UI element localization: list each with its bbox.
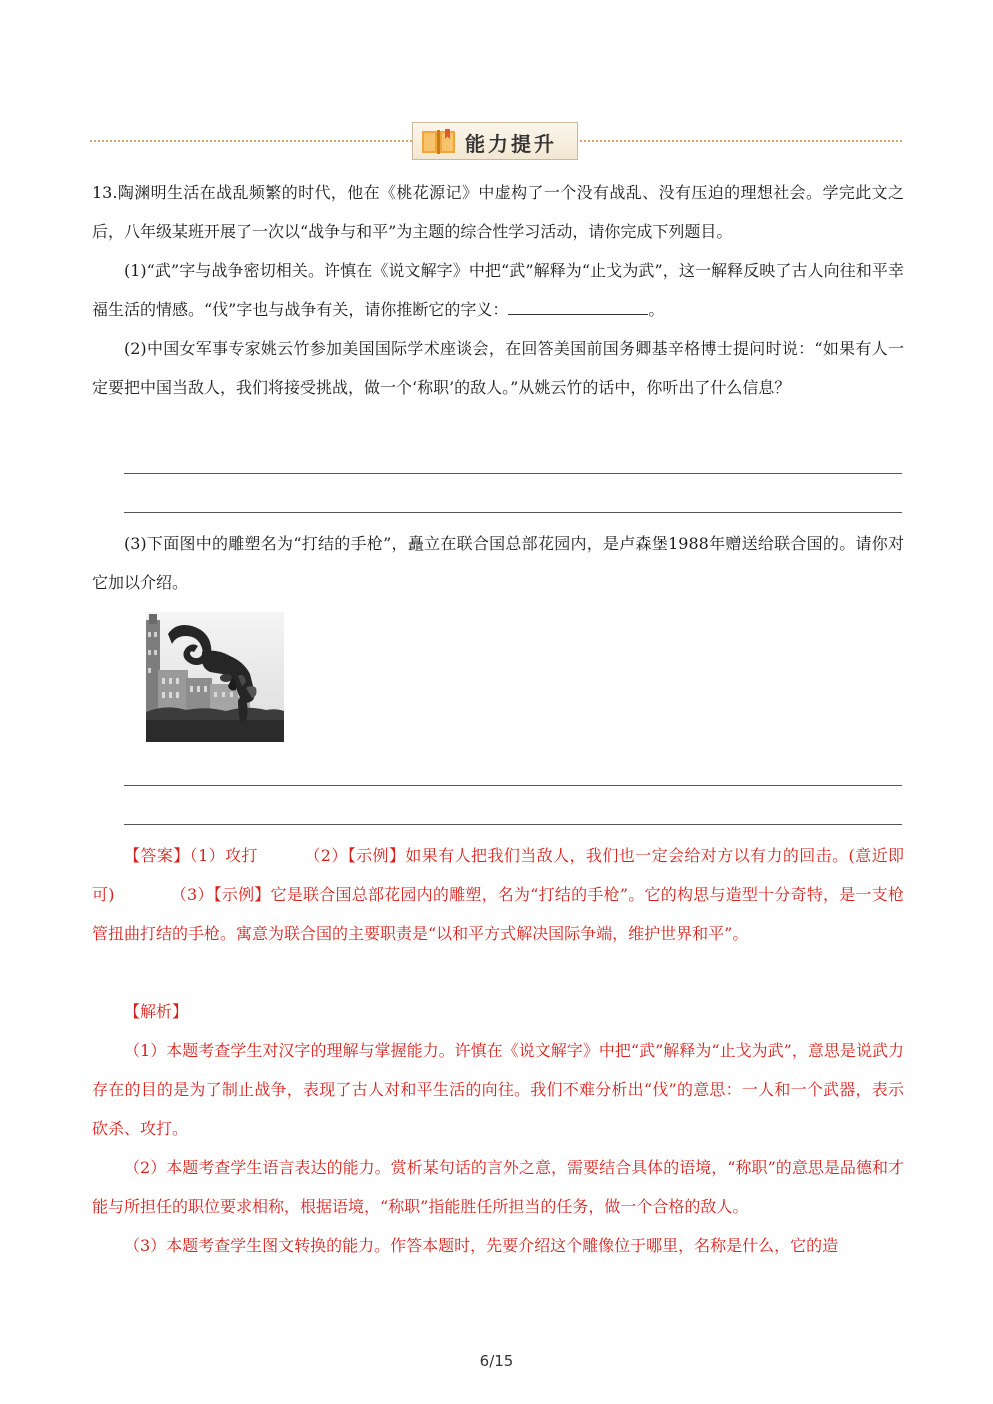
answer-3-prefix: （3） <box>170 885 214 904</box>
answer-2-tag: 【示例】 <box>347 846 406 865</box>
question-stem-block <box>92 173 904 251</box>
section-banner <box>90 120 902 164</box>
sub-question-1-block <box>92 251 904 329</box>
answer-1: （1）攻打 <box>189 846 258 865</box>
answer-line-3a[interactable] <box>124 785 902 786</box>
knotted-gun-sculpture-photo <box>146 612 284 742</box>
analysis-paragraph-1: （1）本题考查学生对汉字的理解与掌握能力。许慎在《说文解字》中把“武”解释为“止戈为武”，意思是说武力存在的目的是为了制止战争，表现了古人对和平生活的向往。我们不难分析出“伐”的意思：一人和一个武器，表示砍杀、攻打。 <box>92 1041 904 1138</box>
banner-divider-left <box>90 140 412 142</box>
answer-line-2b[interactable] <box>124 512 902 513</box>
banner-divider-right <box>580 140 902 142</box>
answer-line-2a[interactable] <box>124 473 902 474</box>
banner-title: 能力提升 <box>465 132 557 156</box>
sub-question-1-text: (1)“武”字与战争密切相关。许慎在《说文解字》中把“武”解释为“止戈为武”，这一解释反映了古人向往和平幸福生活的情感。“伐”字也与战争有关，请你推断它的字义： <box>92 261 904 319</box>
banner-box <box>412 122 578 160</box>
analysis-paragraph-3: （3）本题考查学生图文转换的能力。作答本题时，先要介绍这个雕像位于哪里，名称是什么，它的造 <box>124 1236 839 1255</box>
answer-line-3b[interactable] <box>124 824 902 825</box>
answer-label: 【答案】 <box>124 846 190 865</box>
sub-question-1 <box>92 251 904 329</box>
sub-question-2-block <box>92 329 904 407</box>
sub-question-2: (2)中国女军事专家姚云竹参加美国国际学术座谈会，在回答美国前国务卿基辛格博士提问时说：“如果有人一定要把中国当敌人，我们将接受挑战，做一个‘称职’的敌人。”从姚云竹的话中，你听出了什么信息？ <box>92 339 904 397</box>
sub-question-3-block <box>92 524 904 602</box>
analysis-label: 【解析】 <box>124 1002 189 1021</box>
analysis-block <box>92 992 904 1265</box>
answer-3-tag: 【示例】 <box>213 885 271 904</box>
answer-blank-1[interactable] <box>508 300 648 315</box>
page-number: 6/15 <box>479 1352 514 1370</box>
question-stem: 13.陶渊明生活在战乱频繁的时代，他在《桃花源记》中虚构了一个没有战乱、没有压迫的理想社会。学完此文之后，八年级某班开展了一次以“战争与和平”为主题的综合性学习活动，请你完成下列题目。 <box>92 183 904 241</box>
answer-3-text: 它是联合国总部花园内的雕塑，名为“打结的手枪”。它的构思与造型十分奇特，是一支枪管扭曲打结的手枪。寓意为联合国的主要职责是“以和平方式解决国际争端，维护世界和平”。 <box>92 885 904 943</box>
answer-2-text: 如果有人把我们当敌人，我们也一定会给对方以有力的回击。(意近即可) <box>92 846 904 904</box>
answer-2-prefix: （2） <box>303 846 348 865</box>
analysis-paragraph-2: （2）本题考查学生语言表达的能力。赏析某句话的言外之意，需要结合具体的语境，“称职”的意思是品德和才能与所担任的职位要求相称，根据语境，“称职”指能胜任所担当的任务，做一个合格的敌人。 <box>92 1158 904 1216</box>
answer-block <box>92 836 904 953</box>
open-book-icon <box>421 127 457 155</box>
sub-question-3: (3)下面图中的雕塑名为“打结的手枪”，矗立在联合国总部花园内，是卢森堡1988年赠送给联合国的。请你对它加以介绍。 <box>92 534 904 592</box>
answer-paragraph <box>92 836 904 953</box>
sub-question-1-end: 。 <box>648 300 665 319</box>
